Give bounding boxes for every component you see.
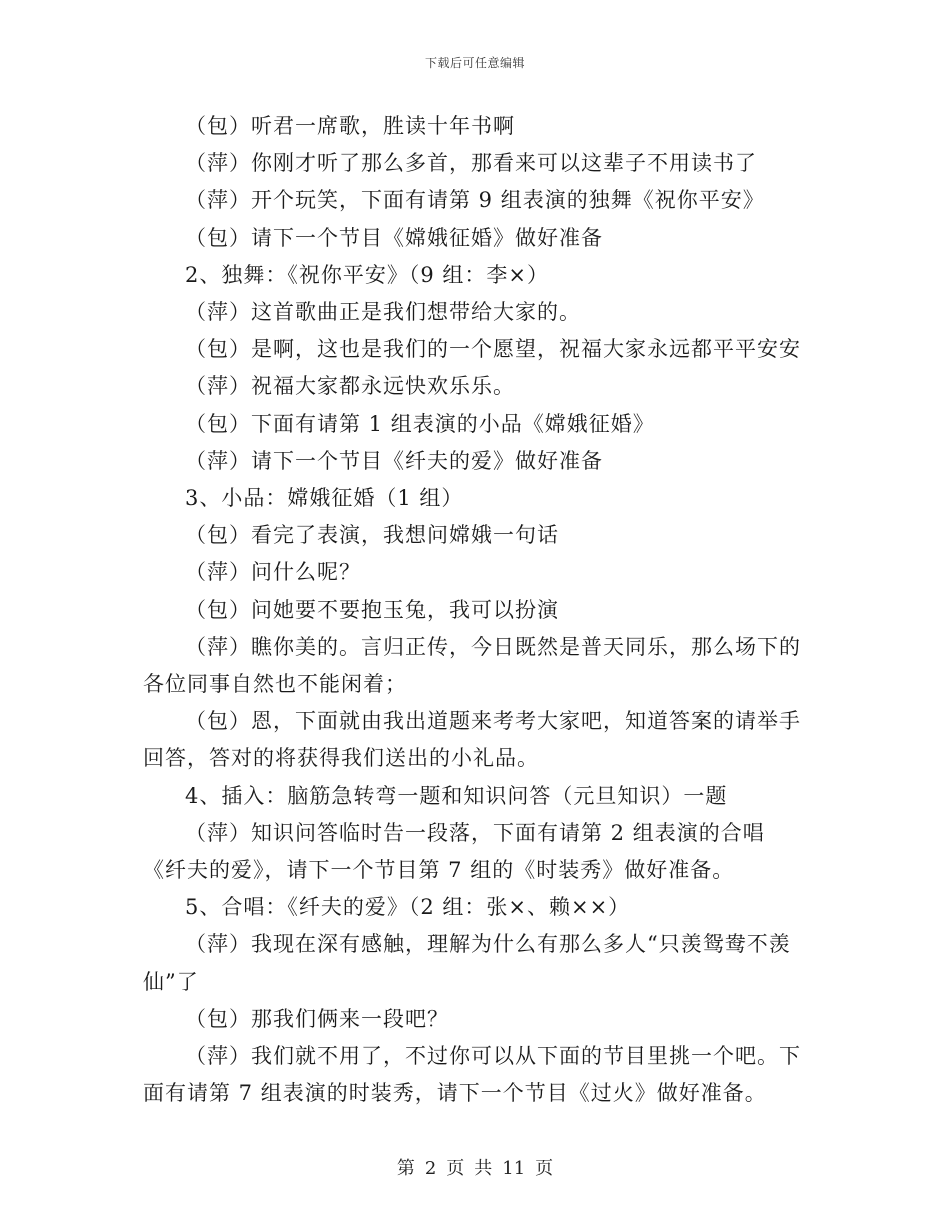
section-heading: 4、插入：脑筋急转弯一题和知识问答（元旦知识）一题 [185,783,728,808]
paragraph: （萍）你刚才听了那么多首，那看来可以这辈子不用读书了 [185,151,757,176]
paragraph: （萍）这首歌曲正是我们想带给大家的。 [185,300,581,325]
paragraph: （萍）请下一个节目《纤夫的爱》做好准备 [185,448,603,473]
page-label-suffix: 页 [535,1158,554,1179]
paragraph: （萍）问什么呢？ [185,560,361,585]
paragraph: （萍）祝福大家都永远快欢乐乐。 [185,374,515,399]
page-header: 下载后可任意编辑 [424,56,525,70]
paragraph: （包）是啊，这也是我们的一个愿望，祝福大家永远都平平安安 [185,337,801,362]
total-label: 共 [474,1158,493,1179]
page-footer [0,1154,950,1180]
paragraph: （萍）我们就不用了，不过你可以从下面的节目里挑一个吧。下面有请第 7 组表演的时装秀，请下一个节目《过火》做好准备。 [143,1044,801,1106]
paragraph: （萍）我现在深有感触，理解为什么有那么多人“只羡鸳鸯不羡仙”了 [143,932,791,994]
paragraph: （包）看完了表演，我想问嫦娥一句话 [185,523,559,548]
page-label-mid: 页 [446,1158,465,1179]
paragraph: （包）下面有请第 1 组表演的小品《嫦娥征婚》 [185,411,655,436]
paragraph: （包）恩，下面就由我出道题来考考大家吧，知道答案的请举手回答，答对的将获得我们送出的小礼品。 [143,709,801,771]
document-body [143,108,808,1112]
section-heading: 2、独舞：《祝你平安》（9 组：李×） [185,262,549,287]
paragraph: （包）请下一个节目《嫦娥征婚》做好准备 [185,225,603,250]
total-pages: 11 [502,1158,526,1179]
paragraph: （包）听君一席歌，胜读十年书啊 [185,114,515,138]
section-heading: 3、小品：嫦娥征婚（1 组） [185,486,464,511]
paragraph: （萍）开个玩笑，下面有请第 9 组表演的独舞《祝你平安》 [185,188,765,213]
page-label-prefix: 第 [396,1158,415,1179]
paragraph: （包）问她要不要抱玉兔，我可以扮演 [185,597,559,622]
paragraph: （包）那我们俩来一段吧？ [185,1006,449,1031]
page-number: 2 [424,1158,437,1179]
paragraph: （萍）瞧你美的。言归正传，今日既然是普天同乐，那么场下的各位同事自然也不能闲着； [143,634,801,697]
section-heading: 5、合唱：《纤夫的爱》（2 组：张×、赖××） [185,895,631,920]
paragraph: （萍）知识问答临时告一段落，下面有请第 2 组表演的合唱《纤夫的爱》，请下一个节目第 7 组的《时装秀》做好准备。 [143,820,765,883]
